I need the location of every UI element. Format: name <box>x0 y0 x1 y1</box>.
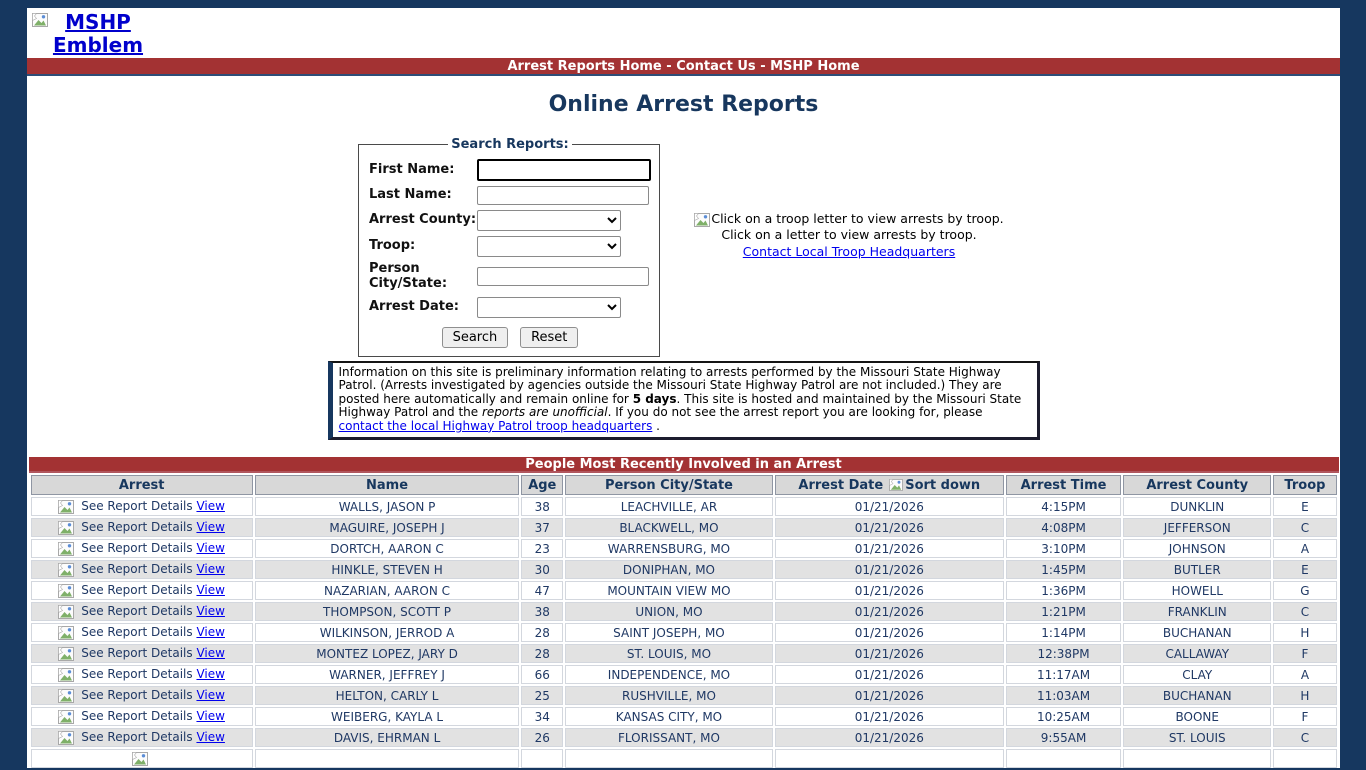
troop-select[interactable] <box>477 236 621 257</box>
broken-image-icon <box>58 542 74 556</box>
troop-map-alt-text: Click on a troop letter to view arrests by troop. <box>711 211 1004 226</box>
date-cell: 01/21/2026 <box>775 560 1004 579</box>
county-cell: BUTLER <box>1123 560 1271 579</box>
see-report-details-alt-text: See Report Details <box>81 625 197 640</box>
county-cell: CALLAWAY <box>1123 644 1271 663</box>
disclaimer-text: . <box>652 418 660 433</box>
name-cell: WILKINSON, JERROD A <box>255 623 519 642</box>
county-cell: JOHNSON <box>1123 539 1271 558</box>
city-cell: BLACKWELL, MO <box>565 518 772 537</box>
name-cell: WARNER, JEFFREY J <box>255 665 519 684</box>
arrest-county-row <box>369 210 651 231</box>
county-cell <box>1123 749 1271 768</box>
arrest-cell <box>31 518 253 537</box>
view-report-link[interactable]: View <box>196 520 225 535</box>
date-cell: 01/21/2026 <box>775 581 1004 600</box>
disclaimer-text: Information on this site is preliminary information relating to arrests performed by the Missouri State Highway Patrol. (Arrests investigated by agencies outside the Missouri State Highway Patrol are not included.) They are posted here automatically and remain online for <box>338 365 1002 406</box>
age-cell: 38 <box>521 497 563 516</box>
time-cell <box>1006 749 1121 768</box>
troop-cell: H <box>1273 623 1336 642</box>
name-cell: HELTON, CARLY L <box>255 686 519 705</box>
table-row <box>31 749 1337 768</box>
header-troop[interactable]: Troop <box>1273 475 1336 495</box>
view-report-link[interactable]: View <box>196 688 225 703</box>
date-cell: 01/21/2026 <box>775 707 1004 726</box>
arrest-date-row <box>369 297 651 318</box>
table-row <box>31 728 1337 747</box>
name-cell: DAVIS, EHRMAN L <box>255 728 519 747</box>
troop-row <box>369 236 651 257</box>
time-cell: 1:45PM <box>1006 560 1121 579</box>
county-cell: JEFFERSON <box>1123 518 1271 537</box>
broken-image-icon <box>132 752 148 766</box>
troop-cell: E <box>1273 560 1336 579</box>
age-cell: 26 <box>521 728 563 747</box>
city-cell: INDEPENDENCE, MO <box>565 665 772 684</box>
county-cell: BOONE <box>1123 707 1271 726</box>
name-cell: WEIBERG, KAYLA L <box>255 707 519 726</box>
arrest-cell <box>31 581 253 600</box>
date-cell: 01/21/2026 <box>775 623 1004 642</box>
table-row <box>31 581 1337 600</box>
first-name-label: First Name: <box>369 161 455 177</box>
time-cell: 4:08PM <box>1006 518 1121 537</box>
age-cell: 37 <box>521 518 563 537</box>
troop-cell: G <box>1273 581 1336 600</box>
date-cell: 01/21/2026 <box>775 497 1004 516</box>
troop-cell: H <box>1273 686 1336 705</box>
view-report-link[interactable]: View <box>196 499 225 514</box>
county-cell: BUCHANAN <box>1123 623 1271 642</box>
broken-image-icon <box>58 731 74 745</box>
see-report-details-alt-text: See Report Details <box>81 583 197 598</box>
date-cell: 01/21/2026 <box>775 602 1004 621</box>
see-report-details-alt-text: See Report Details <box>81 667 197 682</box>
see-report-details-alt-text: See Report Details <box>81 688 197 703</box>
view-report-link[interactable]: View <box>196 625 225 640</box>
age-cell: 23 <box>521 539 563 558</box>
arrest-cell <box>31 728 253 747</box>
view-report-link[interactable]: View <box>196 604 225 619</box>
city-cell: DONIPHAN, MO <box>565 560 772 579</box>
view-report-link[interactable]: View <box>196 667 225 682</box>
time-cell: 9:55AM <box>1006 728 1121 747</box>
contact-troop-headquarters-inline-link[interactable]: contact the local Highway Patrol troop headquarters <box>338 418 653 433</box>
county-cell: FRANKLIN <box>1123 602 1271 621</box>
city-cell: MOUNTAIN VIEW MO <box>565 581 772 600</box>
date-cell: 01/21/2026 <box>775 665 1004 684</box>
age-cell: 30 <box>521 560 563 579</box>
county-cell: HOWELL <box>1123 581 1271 600</box>
arrest-cell <box>31 560 253 579</box>
table-row <box>31 518 1337 537</box>
date-cell <box>775 749 1004 768</box>
name-cell: HINKLE, STEVEN H <box>255 560 519 579</box>
time-cell: 3:10PM <box>1006 539 1121 558</box>
troop-cell: C <box>1273 518 1336 537</box>
arrest-cell <box>31 686 253 705</box>
troop-cell: F <box>1273 707 1336 726</box>
city-cell: UNION, MO <box>565 602 772 621</box>
arrest-cell <box>31 644 253 663</box>
age-cell: 34 <box>521 707 563 726</box>
troop-cell: E <box>1273 497 1336 516</box>
date-cell: 01/21/2026 <box>775 644 1004 663</box>
broken-image-icon <box>58 584 74 598</box>
see-report-details-alt-text: See Report Details <box>81 541 197 556</box>
county-cell: DUNKLIN <box>1123 497 1271 516</box>
city-cell <box>565 749 772 768</box>
page-content <box>27 8 1340 768</box>
city-cell: FLORISSANT, MO <box>565 728 772 747</box>
top-navbar <box>27 58 1340 76</box>
last-name-input[interactable] <box>477 186 649 205</box>
last-name-label: Last Name: <box>369 187 452 203</box>
arrest-county-label: Arrest County: <box>369 212 477 228</box>
disclaimer-italic-text: reports are unofficial <box>481 405 608 420</box>
troop-cell: C <box>1273 728 1336 747</box>
broken-image-icon <box>58 647 74 661</box>
last-name-row <box>369 186 651 205</box>
view-report-link[interactable]: View <box>196 646 225 661</box>
disclaimer-text: . This site is hosted and maintained by the Missouri State Highway Patrol and the <box>338 391 1022 420</box>
troop-cell: A <box>1273 539 1336 558</box>
see-report-details-alt-text: See Report Details <box>81 730 197 745</box>
disclaimer-bold-text: 5 days <box>632 391 677 406</box>
name-cell <box>255 749 519 768</box>
reset-button[interactable]: Reset <box>520 327 578 348</box>
arrest-date-select[interactable] <box>477 297 621 318</box>
name-cell: THOMPSON, SCOTT P <box>255 602 519 621</box>
troop-cell: F <box>1273 644 1336 663</box>
header-arrest-date[interactable]: Arrest Date Sort down <box>775 475 1004 495</box>
county-cell: ST. LOUIS <box>1123 728 1271 747</box>
time-cell: 1:14PM <box>1006 623 1121 642</box>
city-cell: WARRENSBURG, MO <box>565 539 772 558</box>
header-arrest[interactable]: Arrest <box>31 475 253 495</box>
see-report-details-alt-text: See Report Details <box>81 562 197 577</box>
time-cell: 12:38PM <box>1006 644 1121 663</box>
mshp-emblem-alt-text: MSHP Emblem <box>52 10 144 57</box>
time-cell: 11:17AM <box>1006 665 1121 684</box>
arrest-cell <box>31 602 253 621</box>
sort-down-alt-text: Sort down <box>905 477 981 493</box>
search-button[interactable]: Search <box>442 327 509 348</box>
age-cell: 28 <box>521 623 563 642</box>
disclaimer-box <box>328 361 1040 440</box>
troop-cell: C <box>1273 602 1336 621</box>
sort-down-broken-image-icon <box>889 479 903 491</box>
troop-map-broken-image-icon <box>694 213 710 227</box>
person-city-state-row <box>369 262 651 292</box>
search-reports-legend: Search Reports: <box>451 137 569 152</box>
city-cell: KANSAS CITY, MO <box>565 707 772 726</box>
first-name-input[interactable] <box>477 159 651 181</box>
header-name[interactable]: Name <box>255 475 519 495</box>
arrest-date-label: Arrest Date: <box>369 298 459 314</box>
broken-image-icon <box>58 689 74 703</box>
emblem-header <box>27 8 1340 58</box>
first-name-row <box>369 159 651 181</box>
table-row <box>31 602 1337 621</box>
county-cell: BUCHANAN <box>1123 686 1271 705</box>
nav-mshp-home-link[interactable]: MSHP Home <box>770 59 860 74</box>
name-cell: MAGUIRE, JOSEPH J <box>255 518 519 537</box>
troop-map-line <box>669 211 1029 227</box>
arrests-table <box>29 473 1339 770</box>
time-cell: 11:03AM <box>1006 686 1121 705</box>
see-report-details-alt-text: See Report Details <box>81 520 197 535</box>
time-cell: 4:15PM <box>1006 497 1121 516</box>
arrest-cell <box>31 665 253 684</box>
see-report-details-alt-text: See Report Details <box>81 499 197 514</box>
troop-label: Troop: <box>369 238 416 254</box>
view-report-link[interactable]: View <box>196 583 225 598</box>
date-cell: 01/21/2026 <box>775 728 1004 747</box>
name-cell: NAZARIAN, AARON C <box>255 581 519 600</box>
age-cell: 38 <box>521 602 563 621</box>
age-cell: 66 <box>521 665 563 684</box>
table-row <box>31 623 1337 642</box>
nav-arrest-reports-home-link[interactable]: Arrest Reports Home <box>507 59 662 74</box>
header-arrest-time[interactable]: Arrest Time <box>1006 475 1121 495</box>
header-arrest-county[interactable]: Arrest County <box>1123 475 1271 495</box>
broken-image-icon <box>58 563 74 577</box>
troop-caption: Click on a letter to view arrests by troop. <box>721 227 977 243</box>
upper-section <box>27 137 1340 345</box>
name-cell: DORTCH, AARON C <box>255 539 519 558</box>
troop-cell <box>1273 749 1336 768</box>
county-cell: CLAY <box>1123 665 1271 684</box>
see-report-details-alt-text: See Report Details <box>81 646 197 661</box>
view-report-link[interactable]: View <box>196 709 225 724</box>
troop-cell: A <box>1273 665 1336 684</box>
arrest-cell <box>31 707 253 726</box>
nav-separator: - <box>661 59 677 74</box>
search-reports-fieldset <box>358 137 660 357</box>
table-row <box>31 686 1337 705</box>
nav-contact-us-link[interactable]: Contact Us <box>676 59 756 74</box>
page-title: Online Arrest Reports <box>548 92 819 117</box>
table-row <box>31 707 1337 726</box>
broken-image-icon <box>58 605 74 619</box>
table-row <box>31 539 1337 558</box>
table-row <box>31 644 1337 663</box>
arrest-cell <box>31 749 253 768</box>
results-banner: People Most Recently Involved in an Arrest <box>29 457 1339 473</box>
date-cell: 01/21/2026 <box>775 518 1004 537</box>
arrest-county-select[interactable] <box>477 210 621 231</box>
time-cell: 1:21PM <box>1006 602 1121 621</box>
broken-image-icon <box>58 521 74 535</box>
city-cell: LEACHVILLE, AR <box>565 497 772 516</box>
age-cell: 47 <box>521 581 563 600</box>
view-report-link[interactable]: View <box>196 730 225 745</box>
search-buttons-row <box>369 327 651 348</box>
table-row <box>31 560 1337 579</box>
name-cell: MONTEZ LOPEZ, JARY D <box>255 644 519 663</box>
see-report-details-alt-text: See Report Details <box>81 604 197 619</box>
city-cell: SAINT JOSEPH, MO <box>565 623 772 642</box>
broken-image-icon <box>58 500 74 514</box>
arrest-cell <box>31 539 253 558</box>
date-cell: 01/21/2026 <box>775 686 1004 705</box>
date-cell: 01/21/2026 <box>775 539 1004 558</box>
age-cell: 25 <box>521 686 563 705</box>
table-row <box>31 497 1337 516</box>
see-report-details-alt-text: See Report Details <box>81 709 197 724</box>
arrest-cell <box>31 497 253 516</box>
table-row <box>31 665 1337 684</box>
name-cell: WALLS, JASON P <box>255 497 519 516</box>
broken-image-icon <box>58 626 74 640</box>
time-cell: 1:36PM <box>1006 581 1121 600</box>
city-cell: ST. LOUIS, MO <box>565 644 772 663</box>
header-age[interactable]: Age <box>521 475 563 495</box>
view-report-link[interactable]: View <box>196 562 225 577</box>
person-city-state-label: Person City/State: <box>369 261 448 291</box>
table-header-row <box>31 475 1337 495</box>
age-cell: 28 <box>521 644 563 663</box>
mshp-emblem-link[interactable] <box>32 11 144 57</box>
person-city-state-input[interactable] <box>477 267 649 286</box>
troop-info-block <box>669 211 1029 260</box>
header-person-city-state[interactable]: Person City/State <box>565 475 772 495</box>
nav-separator: - <box>755 59 771 74</box>
city-cell: RUSHVILLE, MO <box>565 686 772 705</box>
broken-image-icon <box>58 710 74 724</box>
mshp-emblem-broken-image-icon <box>32 13 48 27</box>
disclaimer-text: . If you do not see the arrest report you are looking for, please <box>607 405 983 420</box>
time-cell: 10:25AM <box>1006 707 1121 726</box>
age-cell <box>521 749 563 768</box>
arrest-cell <box>31 623 253 642</box>
broken-image-icon <box>58 668 74 682</box>
contact-local-troop-headquarters-link[interactable]: Contact Local Troop Headquarters <box>742 243 956 259</box>
view-report-link[interactable]: View <box>196 541 225 556</box>
